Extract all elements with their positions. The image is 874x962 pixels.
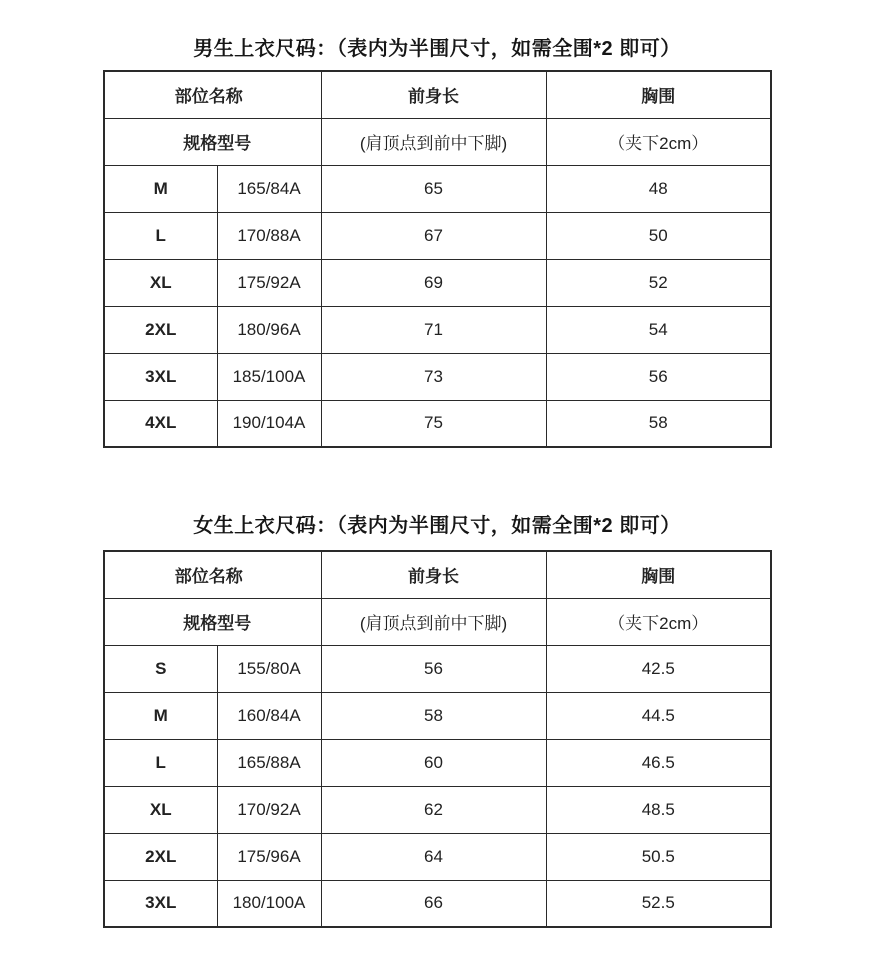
women-size-table bbox=[103, 550, 772, 928]
chest-cell: 44.5 bbox=[546, 692, 771, 739]
size-cell: S bbox=[104, 645, 217, 692]
table-row bbox=[104, 212, 771, 259]
spec-cell: 185/100A bbox=[217, 353, 321, 400]
size-cell: 2XL bbox=[104, 306, 217, 353]
table-header-row bbox=[104, 551, 771, 598]
size-cell: 3XL bbox=[104, 880, 217, 927]
chest-header: 胸围 bbox=[546, 71, 771, 118]
chest-cell: 58 bbox=[546, 400, 771, 447]
chest-note: （夹下2cm） bbox=[546, 118, 771, 165]
spec-cell: 180/96A bbox=[217, 306, 321, 353]
chest-cell: 48.5 bbox=[546, 786, 771, 833]
spec-cell: 165/88A bbox=[217, 739, 321, 786]
front-length-cell: 60 bbox=[321, 739, 546, 786]
table-row bbox=[104, 739, 771, 786]
front-length-cell: 65 bbox=[321, 165, 546, 212]
spec-cell: 155/80A bbox=[217, 645, 321, 692]
front-length-cell: 71 bbox=[321, 306, 546, 353]
table-row bbox=[104, 786, 771, 833]
spec-model-header: 规格型号 bbox=[104, 118, 321, 165]
spec-cell: 190/104A bbox=[217, 400, 321, 447]
table-row bbox=[104, 833, 771, 880]
chest-cell: 46.5 bbox=[546, 739, 771, 786]
size-cell: 3XL bbox=[104, 353, 217, 400]
chest-cell: 54 bbox=[546, 306, 771, 353]
front-length-cell: 67 bbox=[321, 212, 546, 259]
table-row bbox=[104, 692, 771, 739]
front-length-header: 前身长 bbox=[321, 71, 546, 118]
chest-note: （夹下2cm） bbox=[546, 598, 771, 645]
spec-cell: 170/88A bbox=[217, 212, 321, 259]
table-subheader-row bbox=[104, 118, 771, 165]
front-length-cell: 69 bbox=[321, 259, 546, 306]
chest-cell: 50.5 bbox=[546, 833, 771, 880]
chest-cell: 48 bbox=[546, 165, 771, 212]
spec-model-header: 规格型号 bbox=[104, 598, 321, 645]
size-cell: L bbox=[104, 212, 217, 259]
men-size-chart-title: 男生上衣尺码：（表内为半围尺寸，如需全围*2 即可） bbox=[193, 38, 681, 60]
men-size-table bbox=[103, 70, 772, 448]
table-row bbox=[104, 306, 771, 353]
table-row bbox=[104, 400, 771, 447]
spec-cell: 165/84A bbox=[217, 165, 321, 212]
spec-cell: 180/100A bbox=[217, 880, 321, 927]
part-name-header: 部位名称 bbox=[104, 71, 321, 118]
spec-cell: 175/92A bbox=[217, 259, 321, 306]
chest-cell: 50 bbox=[546, 212, 771, 259]
front-length-cell: 62 bbox=[321, 786, 546, 833]
table-row bbox=[104, 259, 771, 306]
table-header-row bbox=[104, 71, 771, 118]
chest-header: 胸围 bbox=[546, 551, 771, 598]
spec-cell: 170/92A bbox=[217, 786, 321, 833]
front-length-header: 前身长 bbox=[321, 551, 546, 598]
front-length-cell: 75 bbox=[321, 400, 546, 447]
size-cell: XL bbox=[104, 259, 217, 306]
front-length-note: (肩顶点到前中下脚) bbox=[321, 598, 546, 645]
table-row bbox=[104, 880, 771, 927]
table-subheader-row bbox=[104, 598, 771, 645]
spec-cell: 160/84A bbox=[217, 692, 321, 739]
table-row bbox=[104, 353, 771, 400]
size-cell: L bbox=[104, 739, 217, 786]
chest-cell: 56 bbox=[546, 353, 771, 400]
size-cell: XL bbox=[104, 786, 217, 833]
chest-cell: 52.5 bbox=[546, 880, 771, 927]
front-length-cell: 56 bbox=[321, 645, 546, 692]
front-length-note: (肩顶点到前中下脚) bbox=[321, 118, 546, 165]
part-name-header: 部位名称 bbox=[104, 551, 321, 598]
chest-cell: 52 bbox=[546, 259, 771, 306]
size-cell: M bbox=[104, 165, 217, 212]
spec-cell: 175/96A bbox=[217, 833, 321, 880]
size-cell: M bbox=[104, 692, 217, 739]
table-row bbox=[104, 165, 771, 212]
women-size-chart-title: 女生上衣尺码：（表内为半围尺寸，如需全围*2 即可） bbox=[193, 515, 681, 537]
front-length-cell: 73 bbox=[321, 353, 546, 400]
table-row bbox=[104, 645, 771, 692]
chest-cell: 42.5 bbox=[546, 645, 771, 692]
front-length-cell: 58 bbox=[321, 692, 546, 739]
size-cell: 2XL bbox=[104, 833, 217, 880]
front-length-cell: 64 bbox=[321, 833, 546, 880]
size-cell: 4XL bbox=[104, 400, 217, 447]
front-length-cell: 66 bbox=[321, 880, 546, 927]
